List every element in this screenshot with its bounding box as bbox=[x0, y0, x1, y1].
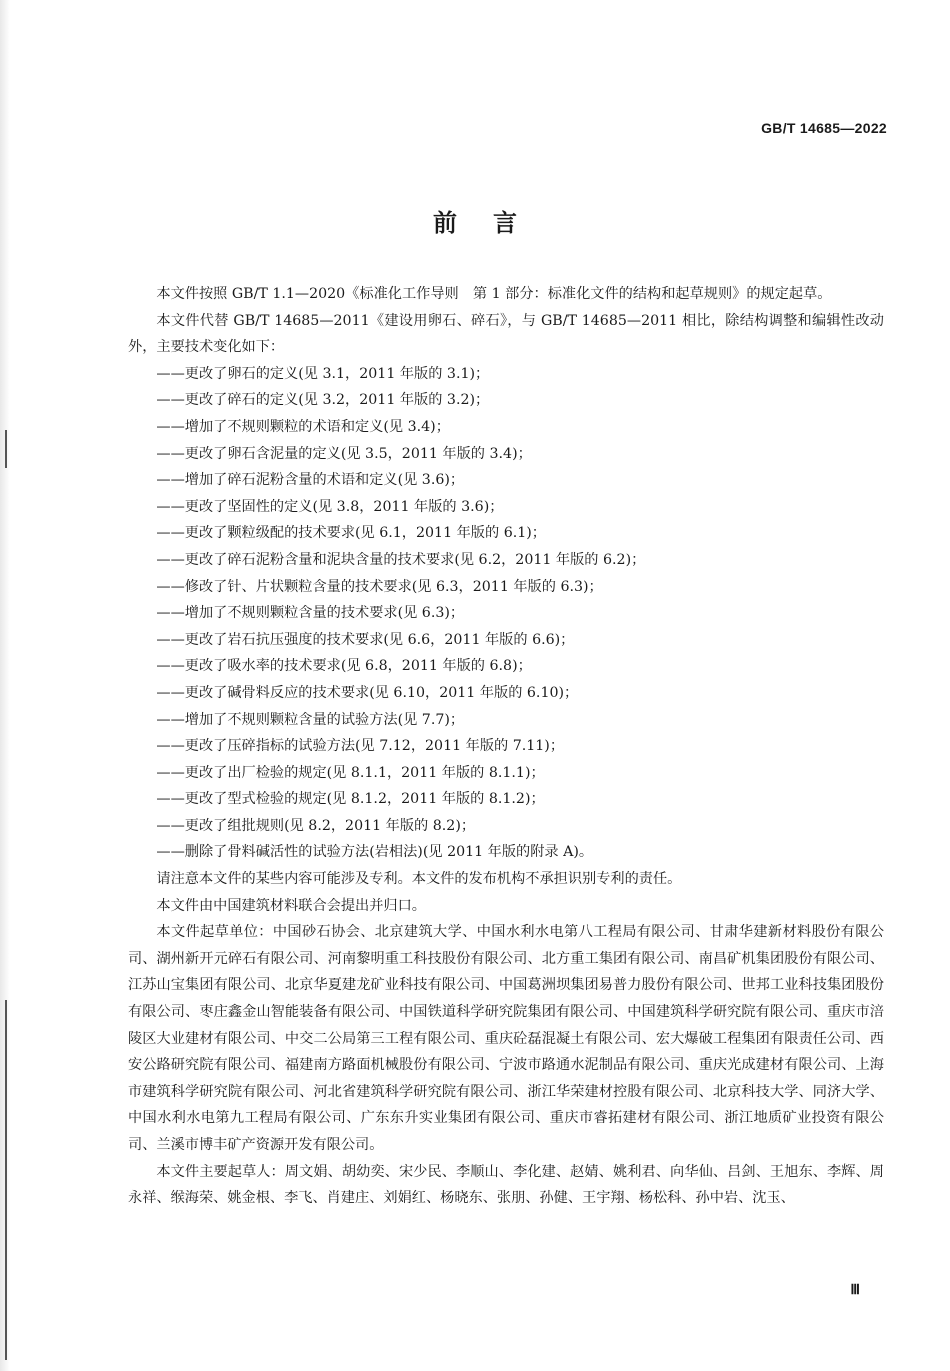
list-item: ——更改了出厂检验的规定(见 8.1.1，2011 年版的 8.1.1)； bbox=[156, 764, 545, 781]
patent-notice: 请注意本文件的某些内容可能涉及专利。本文件的发布机构不承担识别专利的责任。 bbox=[156, 871, 682, 888]
list-item: ——更改了组批规则(见 8.2，2011 年版的 8.2)； bbox=[156, 817, 476, 834]
drafting-units-paragraph: 本文件起草单位：中国砂石协会、北京建筑大学、中国水利水电第八工程局有限公司、甘肃华建新材料股份有限公司、湖州新开元碎石有限公司、河南黎明重工科技股份有限公司、北方重工集团有限公司、南昌矿机集团股份有限公司、江苏山宝集团有限公司、北京华夏建龙矿业科技有限公司、中国葛洲坝集团易普力股份有限公司、世邦工业科技集团股份有限公司、枣庄鑫金山智能装备有限公司、中国铁道科学研究院集团有限公司、中国建筑科学研究院有限公司、重庆市涪陵区大业建材有限公司、中交二公局第三工程有限公司、重庆砼磊混凝土有限公司、宏大爆破工程集团有限责任公司、西安公路研究院有限公司、福建南方路面机械股份有限公司、宁波市路通水泥制品有限公司、重庆光成建材有限公司、上海市建筑科学研究院有限公司、河北省建筑科学研究院有限公司、浙江华荣建材控股有限公司、北京科技大学、同济大学、中国水利水电第九工程局有限公司、广东东升实业集团有限公司、重庆市睿拓建材有限公司、浙江地质矿业投资有限公司、兰溪市博丰矿产资源开发有限公司。 bbox=[128, 924, 884, 1153]
list-item: ——更改了碎石泥粉含量和泥块含量的技术要求(见 6.2，2011 年版的 6.2)； bbox=[156, 551, 646, 568]
change-list bbox=[128, 361, 884, 866]
page-title: 前言 bbox=[433, 209, 553, 237]
list-item: ——更改了坚固性的定义(见 3.8，2011 年版的 3.6)； bbox=[156, 498, 504, 515]
list-item: ——修改了针、片状颗粒含量的技术要求(见 6.3，2011 年版的 6.3)； bbox=[156, 578, 603, 595]
list-item: ——删除了骨料碱活性的试验方法(岩相法)(见 2011 年版的附录 A)。 bbox=[156, 844, 594, 861]
drafters-paragraph: 本文件主要起草人：周文娟、胡幼奕、宋少民、李顺山、李化建、赵婧、姚利君、向华仙、吕剑、王旭东、李辉、周永祥、缑海荣、姚金根、李飞、肖建庄、刘娟红、杨晓东、张朋、孙健、王宇翔、杨松科、孙中岩、沈玉、 bbox=[128, 1163, 884, 1207]
list-item: ——更改了卵石含泥量的定义(见 3.5，2011 年版的 3.4)； bbox=[156, 445, 532, 462]
paragraph: 本文件按照 GB/T 1.1—2020《标准化工作导则 第 1 部分：标准化文件的结构和起草规则》的规定起草。 bbox=[156, 286, 832, 302]
scan-mark bbox=[5, 430, 7, 468]
standard-number: GB/T 14685—2022 bbox=[761, 120, 887, 136]
scan-mark bbox=[5, 1000, 7, 1360]
list-item: ——增加了不规则颗粒含量的技术要求(见 6.3)； bbox=[156, 605, 465, 622]
page-number: Ⅲ bbox=[850, 1283, 860, 1298]
list-item: ——更改了卵石的定义(见 3.1，2011 年版的 3.1)； bbox=[156, 365, 490, 382]
list-item: ——更改了碱骨料反应的技术要求(见 6.10，2011 年版的 6.10)； bbox=[156, 684, 579, 701]
document-body bbox=[128, 281, 884, 1212]
list-item: ——更改了压碎指标的试验方法(见 7.12，2011 年版的 7.11)； bbox=[156, 738, 565, 755]
list-item: ——更改了颗粒级配的技术要求(见 6.1，2011 年版的 6.1)； bbox=[156, 525, 546, 542]
list-item: ——增加了不规则颗粒的术语和定义(见 3.4)； bbox=[156, 418, 450, 435]
list-item: ——更改了吸水率的技术要求(见 6.8，2011 年版的 6.8)； bbox=[156, 658, 532, 675]
paragraph: 本文件代替 GB/T 14685—2011《建设用卵石、碎石》，与 GB/T 14685—2011 相比，除结构调整和编辑性改动外，主要技术变化如下： bbox=[128, 312, 884, 356]
proposer-paragraph: 本文件由中国建筑材料联合会提出并归口。 bbox=[156, 897, 426, 914]
list-item: ——更改了碎石的定义(见 3.2，2011 年版的 3.2)； bbox=[156, 392, 490, 409]
list-item: ——更改了岩石抗压强度的技术要求(见 6.6，2011 年版的 6.6)； bbox=[156, 631, 575, 648]
list-item: ——增加了碎石泥粉含量的术语和定义(见 3.6)； bbox=[156, 472, 465, 489]
list-item: ——增加了不规则颗粒含量的试验方法(见 7.7)； bbox=[156, 711, 465, 728]
list-item: ——更改了型式检验的规定(见 8.1.2，2011 年版的 8.1.2)； bbox=[156, 791, 545, 808]
